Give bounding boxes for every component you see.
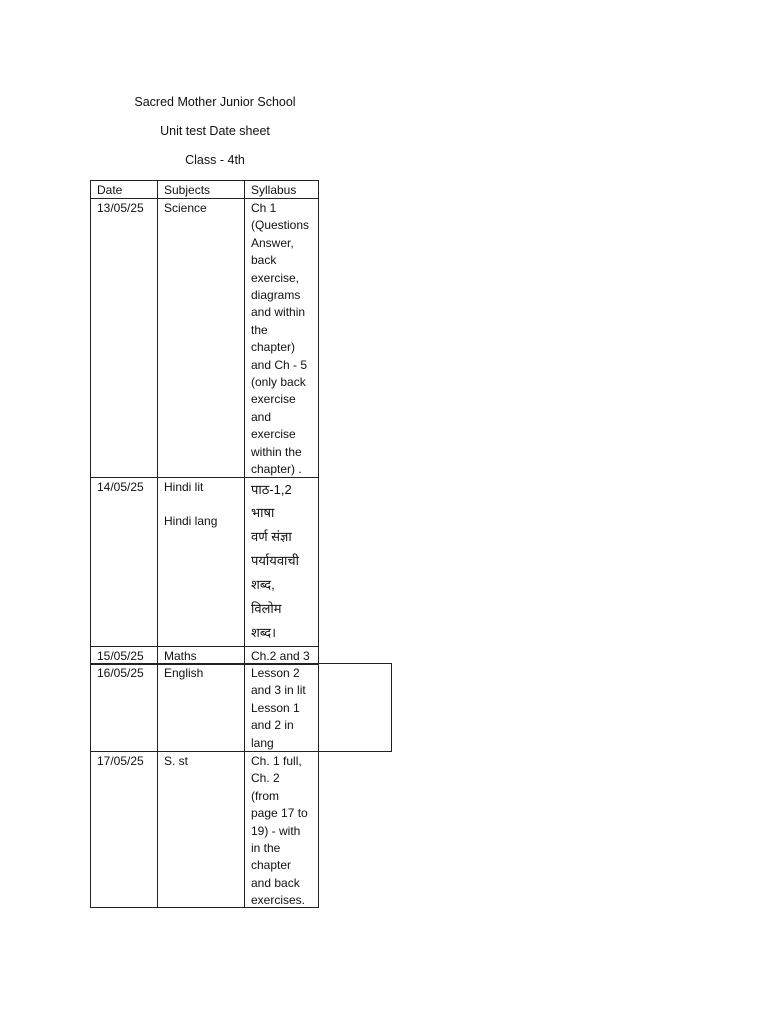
header-syllabus: Syllabus [244,180,319,199]
syllabus-line: chapter) [251,340,296,355]
syllabus-line: वर्ण संज्ञा [251,529,292,544]
syllabus-line: Lesson 1 [251,700,300,715]
syllabus-line: पाठ-1,2 [251,482,292,497]
spacer [164,496,238,513]
syllabus-line: exercises. [251,893,306,908]
table-cell-date: 17/05/25 [90,751,158,908]
syllabus-line: Ch. 2 [251,771,280,786]
table-cell-date: 16/05/25 [90,663,158,752]
syllabus-line: भाषा [251,505,275,520]
syllabus-line: and [251,409,272,424]
syllabus-line: exercise [251,427,296,442]
syllabus-line: विलोम [251,601,282,616]
class-label: Class - 4th [185,153,245,167]
syllabus-line: Answer, [251,235,294,250]
syllabus-line: (from [251,788,279,803]
syllabus-line: and within [251,305,306,320]
syllabus-line: diagrams [251,288,301,303]
table-cell-date: 13/05/25 [90,198,158,478]
syllabus-line: chapter) . [251,462,302,477]
syllabus-line: and Ch - 5 [251,357,308,372]
syllabus-line: exercise [251,392,296,407]
subject-line: Hindi lang [164,514,218,529]
table-cell-date: 15/05/25 [90,646,158,665]
subject-line: Hindi lit [164,480,204,494]
sheet-title: Unit test Date sheet [160,124,270,138]
syllabus-line: and 3 in lit [251,683,306,698]
syllabus-line: chapter [251,858,292,873]
syllabus-line: exercise, [251,270,300,285]
syllabus-line: शब्द, [251,577,275,592]
subject-line: Science [164,201,207,215]
table-cell-syllabus [244,663,319,752]
syllabus-line: back [251,253,277,268]
table-cell-subjects [157,751,245,908]
subject-line: Maths [164,649,197,663]
syllabus-line: शब्द। [251,625,276,640]
syllabus-line: (only back [251,375,306,390]
table-cell-subjects [157,663,245,752]
syllabus-line: Ch 1 [251,201,277,215]
syllabus-line: within the [251,444,302,459]
syllabus-line: पर्यायवाची [251,553,300,568]
syllabus-line: the [251,322,268,337]
subject-line: English [164,666,204,680]
syllabus-line: (Questions [251,218,310,233]
syllabus-line: in the [251,841,281,856]
syllabus-line: Ch.2 and 3 [251,649,310,663]
syllabus-line: 19) - with [251,823,301,838]
syllabus-line: Ch. 1 full, [251,754,302,768]
syllabus-line: and 2 in [251,718,294,733]
table-cell-syllabus [244,198,319,478]
syllabus-line: lang [251,735,274,750]
table-cell-date: 14/05/25 [90,477,158,647]
header-subjects: Subjects [157,180,245,199]
syllabus-line: page 17 to [251,806,308,821]
school-name: Sacred Mother Junior School [134,95,296,109]
table-cell-syllabus [244,751,319,908]
subject-line: S. st [164,754,189,768]
syllabus-line: and back [251,875,300,890]
table-cell-subjects [157,477,245,647]
syllabus-line: Lesson 2 [251,666,300,680]
table-cell-syllabus [244,477,319,647]
table-cell-subjects [157,198,245,478]
header-date: Date [90,180,158,199]
table-cell-extra [318,663,392,752]
